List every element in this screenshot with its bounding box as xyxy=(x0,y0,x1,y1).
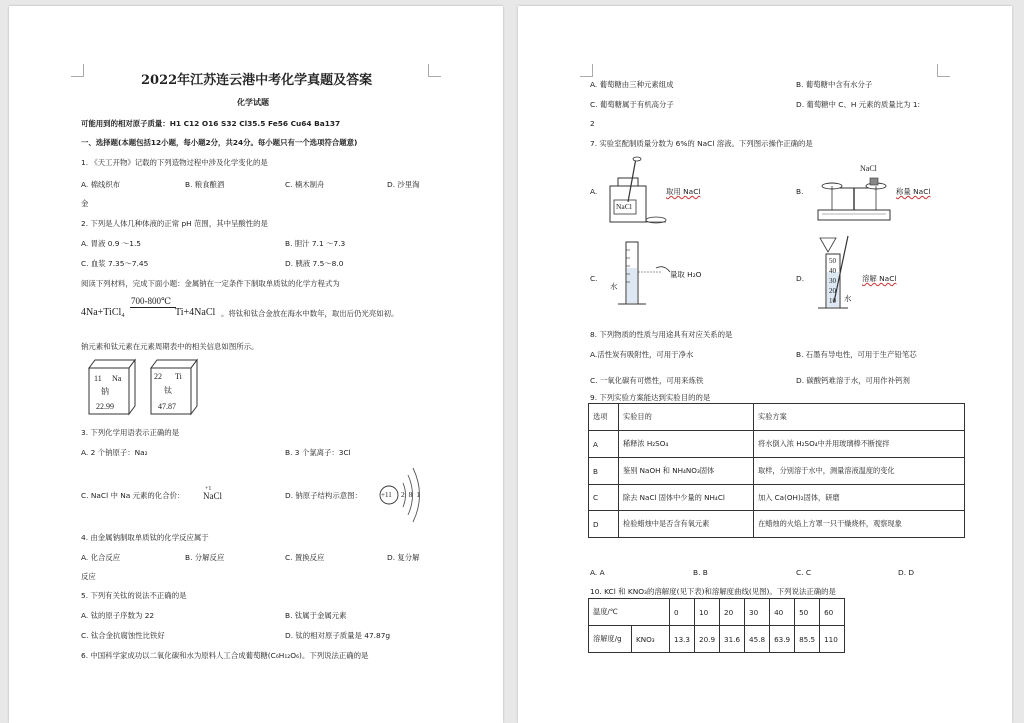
solubility-label: 溶解度/g xyxy=(589,626,632,653)
table-cell: 50 xyxy=(795,599,820,626)
q3-option-a: A. 2 个钠原子：Na₂ xyxy=(81,448,148,457)
sodium-name: 钠 xyxy=(101,387,109,396)
scale-tick-label: 40 xyxy=(829,267,836,275)
q9-stem: 9. 下列实验方案能达到实验目的的是 xyxy=(590,393,711,402)
q6-option-b: B. 葡萄糖中含有水分子 xyxy=(796,80,873,89)
q5-option-b: B. 钛属于金属元素 xyxy=(285,611,347,620)
q9-option-c: C. C xyxy=(796,568,812,577)
q5-option-d: D. 钛的相对原子质量是 47.87g xyxy=(285,631,391,640)
table-header-cell: 实验方案 xyxy=(754,404,965,431)
q7-option-a-bottle-label: NaCl xyxy=(616,202,632,211)
table-cell: 85.5 xyxy=(795,626,820,653)
q9-experiment-table xyxy=(588,403,965,538)
q3-option-c: C. NaCl 中 Na 元素的化合价： xyxy=(81,491,185,500)
table-cell: 60 xyxy=(820,599,845,626)
table-cell: 加入 Ca(OH)₂固体，研磨 xyxy=(754,485,965,511)
q2-option-c: C. 血浆 7.35～7.45 xyxy=(81,259,149,268)
margin-corner-mark xyxy=(580,64,593,77)
q3-valence-formula: NaCl xyxy=(203,491,222,501)
q9-option-a: A. A xyxy=(590,568,605,577)
table-cell: D xyxy=(589,511,619,538)
table-cell: B xyxy=(589,458,619,485)
q7-option-c-label: C. xyxy=(590,274,598,283)
q7-option-a-text: 取用 NaCl xyxy=(666,187,701,196)
temperature-label: 温度/℃ xyxy=(589,599,670,626)
table-cell: 在蜡烛的火焰上方罩一只干燥烧杯，观察现象 xyxy=(754,511,965,538)
q4-option-b: B. 分解反应 xyxy=(185,553,225,562)
equation-condition: 700-800℃ xyxy=(131,296,172,306)
q3-valence-mark: +1 xyxy=(205,486,212,492)
table-cell: 13.3 xyxy=(670,626,695,653)
margin-corner-mark xyxy=(71,64,84,77)
q5-option-c: C. 钛合金抗腐蚀性比铁好 xyxy=(81,631,165,640)
margin-corner-mark xyxy=(428,64,441,77)
table-row xyxy=(589,485,965,511)
table-row xyxy=(589,431,965,458)
table-cell: 45.8 xyxy=(745,626,770,653)
reading-intro: 阅读下列材料，完成下面小题：金属钠在一定条件下制取单质钛的化学方程式为 xyxy=(81,279,340,288)
table-cell: 110 xyxy=(820,626,845,653)
q6-option-d-wrap: 2 xyxy=(590,119,595,128)
table-cell: 0 xyxy=(670,599,695,626)
q1-option-a: A. 棉线织布 xyxy=(81,180,121,189)
q8-option-d: D. 碳酸钙难溶于水，可用作补钙剂 xyxy=(796,376,910,385)
q1-option-b: B. 粮食酿酒 xyxy=(185,180,225,189)
q6-stem: 6. 中国科学家成功以二氧化碳和水为原料人工合成葡萄糖(C₆H₁₂O₆)。下列说法正确的是 xyxy=(81,651,369,660)
q7-option-b-top-label: NaCl xyxy=(860,164,877,173)
q6-option-c: C. 葡萄糖属于有机高分子 xyxy=(590,100,674,109)
q7-option-d-label: D. xyxy=(796,274,805,283)
table-row xyxy=(589,458,965,485)
margin-corner-mark xyxy=(937,64,950,77)
equation-tail: 。将钛和钛合金放在海水中数年，取出后仍光亮如初。 xyxy=(221,309,399,318)
q9-option-d: D. D xyxy=(898,568,915,577)
q7-option-c-text: 量取 H₂O xyxy=(670,270,702,279)
q7-option-d-dissolving-diagram xyxy=(814,232,860,312)
q7-option-c-cylinder-diagram xyxy=(612,238,672,310)
document-subtitle: 化学试题 xyxy=(237,98,269,107)
q5-option-a: A. 钛的原子序数为 22 xyxy=(81,611,155,620)
q5-stem: 5. 下列有关钛的说法不正确的是 xyxy=(81,591,187,600)
equation-products: Ti+4NaCl xyxy=(175,307,216,318)
table-cell: 20.9 xyxy=(695,626,720,653)
q4-option-a: A. 化合反应 xyxy=(81,553,121,562)
atom-nucleus-charge: +11 xyxy=(381,491,392,499)
table-cell: 鉴别 NaOH 和 NH₄NO₃固体 xyxy=(619,458,754,485)
q6-option-a: A. 葡萄糖由三种元素组成 xyxy=(590,80,674,89)
q4-option-d-wrap: 反应 xyxy=(81,572,96,581)
q9-option-b: B. B xyxy=(693,568,708,577)
q1-stem: 1. 《天工开物》记载的下列造物过程中涉及化学变化的是 xyxy=(81,158,268,167)
titanium-atomic-number: 22 xyxy=(154,372,162,381)
periodic-intro: 钠元素和钛元素在元素周期表中的相关信息如图所示。 xyxy=(81,342,259,351)
table-cell: 63.9 xyxy=(770,626,795,653)
q2-option-b: B. 胆汁 7.1 ～7.3 xyxy=(285,239,346,248)
q8-option-b: B. 石墨有导电性，可用于生产铅笔芯 xyxy=(796,350,917,359)
q1-option-d: D. 沙里淘 xyxy=(387,180,420,189)
titanium-symbol: Ti xyxy=(175,372,182,381)
q2-option-a: A. 胃液 0.9 ～1.5 xyxy=(81,239,142,248)
q7-stem: 7. 实验室配制质量分数为 6%的 NaCl 溶液。下列图示操作正确的是 xyxy=(590,139,813,148)
table-row xyxy=(589,626,845,653)
table-row xyxy=(589,511,965,538)
q2-stem: 2. 下列是人体几种体液的正常 pH 范围，其中呈酸性的是 xyxy=(81,219,268,228)
document-page-left xyxy=(9,6,503,723)
table-header-row xyxy=(589,404,965,431)
table-cell: 40 xyxy=(770,599,795,626)
atomic-masses: 可能用到的相对原子质量：H1 C12 O16 S32 Cl35.5 Fe56 Cu64 Ba137 xyxy=(81,119,341,128)
scale-tick-label: 20 xyxy=(829,287,836,295)
scale-tick-label: 30 xyxy=(829,277,836,285)
titanium-name: 钛 xyxy=(164,386,172,395)
table-cell: 20 xyxy=(720,599,745,626)
scale-tick-label: 10 xyxy=(829,297,836,305)
q7-option-b-text: 称量 NaCl xyxy=(896,187,931,196)
table-header-cell: 实验目的 xyxy=(619,404,754,431)
q7-option-a-reagent-bottle-diagram xyxy=(606,156,666,226)
q6-option-d: D. 葡萄糖中 C、H 元素的质量比为 1: xyxy=(796,100,921,109)
q3-option-b: B. 3 个氯离子：3Cl xyxy=(285,448,351,457)
q2-option-d: D. 胰液 7.5～8.0 xyxy=(285,259,344,268)
table-cell: 10 xyxy=(695,599,720,626)
q1-option-c: C. 楠木制舟 xyxy=(285,180,325,189)
q3-stem: 3. 下列化学用语表示正确的是 xyxy=(81,428,180,437)
q7-option-c-water-label: 水 xyxy=(610,282,618,291)
table-cell: 将水倒入浓 H₂SO₄中并用玻璃棒不断搅拌 xyxy=(754,431,965,458)
q4-stem: 4. 由金属钠制取单质钛的化学反应属于 xyxy=(81,533,209,542)
sodium-atomic-number: 11 xyxy=(94,374,102,383)
q4-option-d: D. 复分解 xyxy=(387,553,420,562)
q3-option-d: D. 钠原子结构示意图： xyxy=(285,491,362,500)
titanium-atomic-mass: 47.87 xyxy=(158,402,176,411)
scale-tick-label: 50 xyxy=(829,257,836,265)
table-cell: 稀释浓 H₂SO₄ xyxy=(619,431,754,458)
table-header-cell: 选项 xyxy=(589,404,619,431)
table-cell: 除去 NaCl 固体中少量的 NH₄Cl xyxy=(619,485,754,511)
table-cell: 31.6 xyxy=(720,626,745,653)
q7-option-a-label: A. xyxy=(590,187,598,196)
sodium-atomic-mass: 22.99 xyxy=(96,402,114,411)
table-cell: 30 xyxy=(745,599,770,626)
q10-solubility-table xyxy=(588,598,845,653)
equation-reactants: 4Na+TiCl₄ xyxy=(81,307,125,318)
atom-electron-shells: 2 8 1 xyxy=(401,490,421,499)
table-cell: 取样，分别溶于水中，测量溶液温度的变化 xyxy=(754,458,965,485)
substance-label: KNO₃ xyxy=(632,626,670,653)
table-cell: 检验蜡烛中是否含有氧元素 xyxy=(619,511,754,538)
q8-option-a: A.活性炭有吸附性，可用于净水 xyxy=(590,350,694,359)
q10-stem: 10. KCl 和 KNO₃的溶解度(见下表)和溶解度曲线(见图)。下列说法正确的是 xyxy=(590,587,836,596)
table-cell: A xyxy=(589,431,619,458)
q8-option-c: C. 一氧化碳有可燃性，可用来炼铁 xyxy=(590,376,704,385)
q7-option-b-label: B. xyxy=(796,187,804,196)
section-one-heading: 一、选择题(本题包括12小题，每小题2分，共24分。每小题只有一个选项符合题意) xyxy=(81,138,358,147)
q4-option-c: C. 置换反应 xyxy=(285,553,325,562)
q7-option-d-water-label: 水 xyxy=(844,294,852,303)
table-cell: C xyxy=(589,485,619,511)
q7-option-b-balance-diagram xyxy=(814,174,894,224)
sodium-symbol: Na xyxy=(112,374,122,383)
q7-option-d-text: 溶解 NaCl xyxy=(862,274,897,283)
table-row xyxy=(589,599,845,626)
document-page-right xyxy=(518,6,1012,723)
q8-stem: 8. 下列物质的性质与用途具有对应关系的是 xyxy=(590,330,733,339)
document-title: 2022年江苏连云港中考化学真题及答案 xyxy=(141,73,373,88)
q1-option-d-wrap: 金 xyxy=(81,199,89,208)
equation-arrow-line xyxy=(130,307,176,308)
